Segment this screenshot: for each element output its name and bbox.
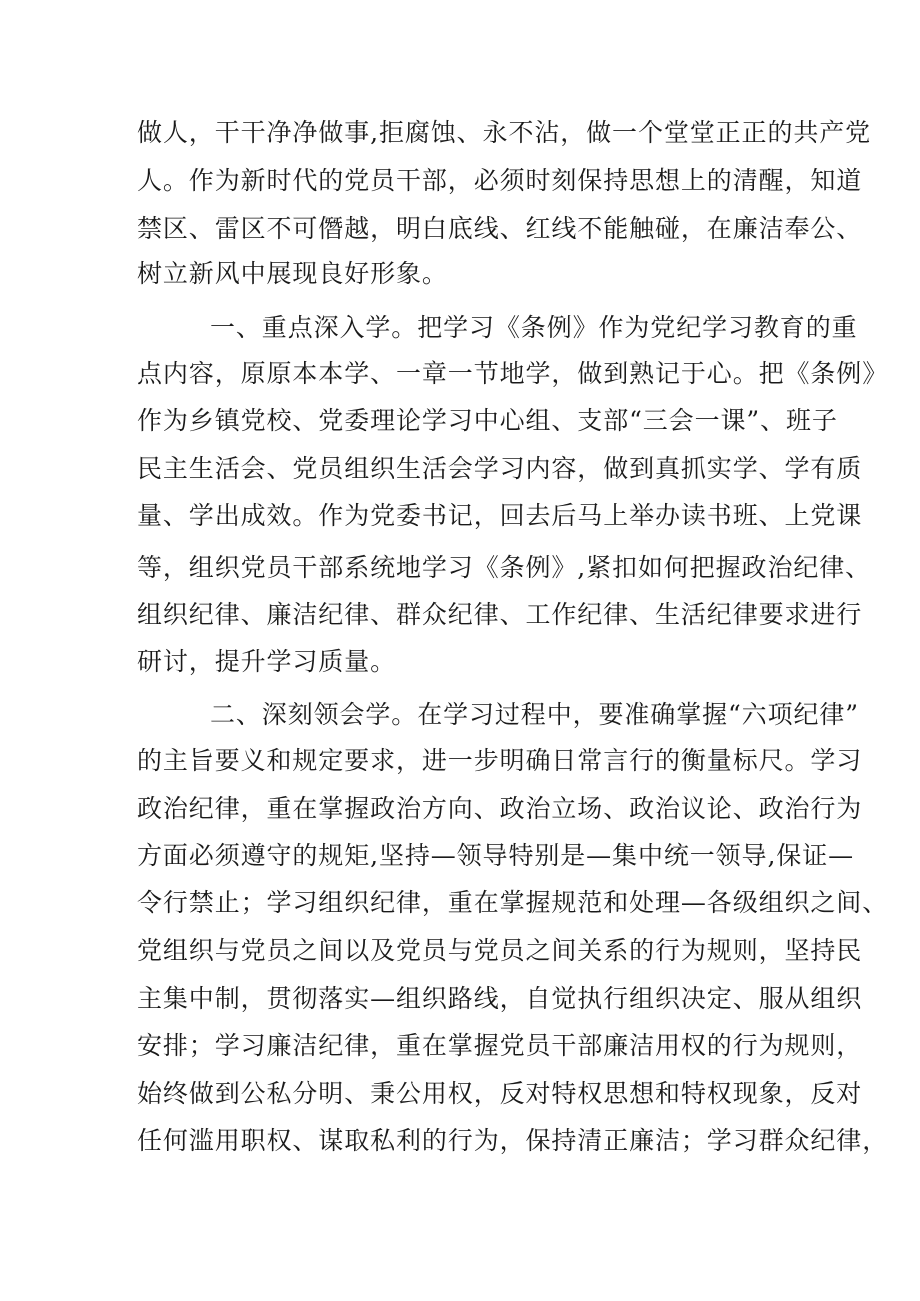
paragraph-heading-line: 二、深刻领会学。在学习过程中，要准确掌握“六项纪律” [210, 700, 859, 729]
text-line: 作为乡镇党校、党委理论学习中心组、支部“三会一课”、班子 [137, 406, 838, 435]
text-line: 人。作为新时代的党员干部，必须时刻保持思想上的清醒，知道 [137, 166, 863, 195]
text-line: 研讨，提升学习质量。 [137, 647, 397, 676]
text-line: 主集中制，贯彻落实—组织路线，自觉执行组织决定、服从组织 [137, 984, 863, 1013]
text-line: 任何滥用职权、谋取私利的行为，保持清正廉洁；学习群众纪律， [137, 1126, 889, 1155]
text-line: 等，组织党员干部系统地学习《条例》,紧扣如何把握政治纪律、 [137, 553, 872, 582]
text-line: 的主旨要义和规定要求，进一步明确日常言行的衡量标尺。学习 [137, 746, 863, 775]
text-line: 始终做到公私分明、秉公用权，反对特权思想和特权现象，反对 [137, 1079, 863, 1108]
paragraph-heading-line: 一、重点深入学。把学习《条例》作为党纪学习教育的重 [210, 313, 858, 342]
text-line: 安排；学习廉洁纪律，重在掌握党员干部廉洁用权的行为规则， [137, 1031, 863, 1060]
text-line: 树立新风中展现良好形象。 [137, 259, 448, 288]
text-line: 做人，干干净净做事,拒腐蚀、永不沾，做一个堂堂正正的共产党 [137, 118, 872, 147]
text-line: 政治纪律，重在掌握政治方向、政治立场、政治议论、政治行为 [137, 794, 863, 823]
text-line: 令行禁止；学习组织纪律，重在掌握规范和处理—各级组织之间、 [137, 888, 889, 917]
text-line: 禁区、雷区不可僭越，明白底线、红线不能触碰，在廉洁奉公、 [137, 214, 863, 243]
text-line: 民主生活会、党员组织生活会学习内容，做到真抓实学、学有质 [137, 454, 863, 483]
text-line: 方面必须遵守的规矩,坚持—领导特别是—集中统一领导,保证— [137, 841, 854, 870]
text-line: 党组织与党员之间以及党员与党员之间关系的行为规则，坚持民 [137, 936, 863, 965]
text-line: 量、学出成效。作为党委书记，回去后马上举办读书班、上党课 [137, 501, 863, 530]
text-line: 组织纪律、廉洁纪律、群众纪律、工作纪律、生活纪律要求进行 [137, 600, 863, 629]
text-line: 点内容，原原本本学、一章一节地学，做到熟记于心。把《条例》 [137, 359, 889, 388]
